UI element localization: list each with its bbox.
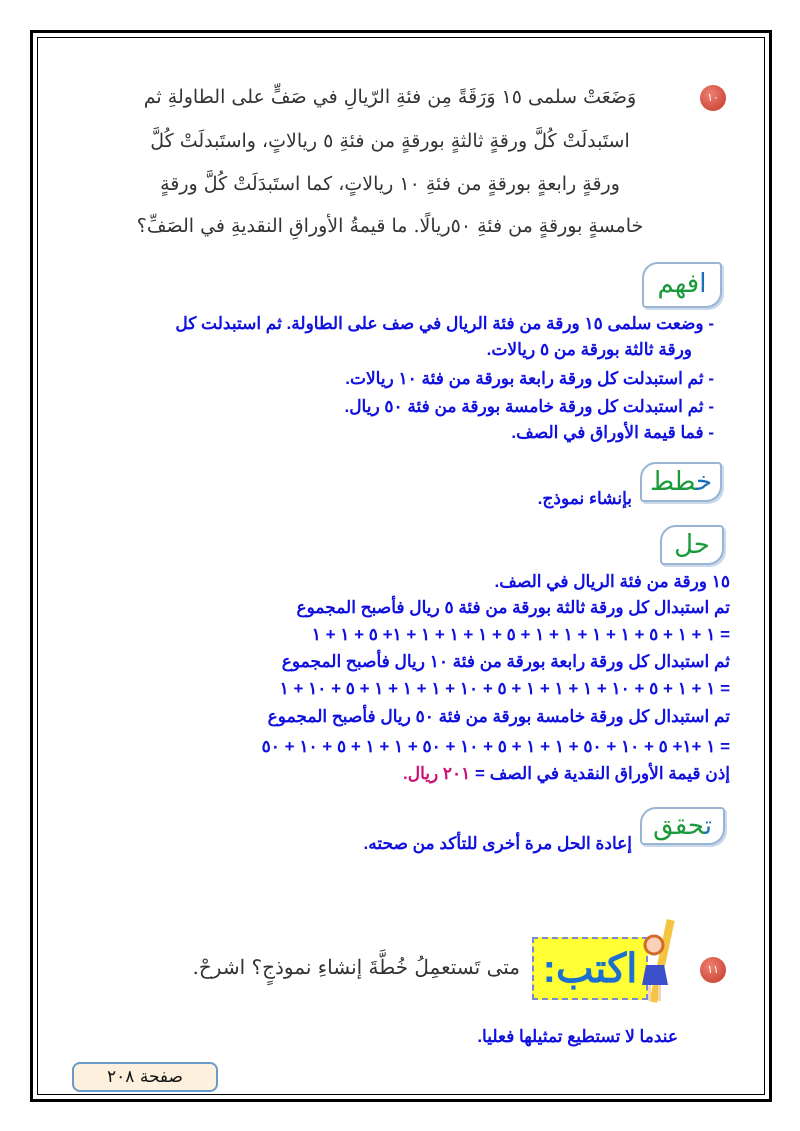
solve-line: = ١ + ١ + ٥ + ١ + ١ + ١ + ١ + ٥ + ١ + ١ + ١ + ١+ ٥ + ١ + ١ — [311, 625, 730, 644]
understand-line: - ثم استبدلت كل ورقة خامسة بورقة من فئة ٥٠ ريال. — [344, 397, 714, 416]
problem-line: استَبدلَتْ كُلَّ ورقةٍ ثالثةٍ بورقةٍ من فئةِ ٥ ريالاتٍ، واستَبدلَتْ كُلَّ — [150, 130, 630, 152]
conclusion-value: ٢٠١ ريال. — [403, 764, 471, 783]
solve-tag: حل — [660, 525, 724, 565]
check-tag — [640, 807, 725, 845]
page-number: صفحة ٢٠٨ — [72, 1062, 218, 1092]
solve-line: ١٥ ورقة من فئة الريال في الصف. — [494, 572, 730, 591]
solve-line: = ١ +١+ ٥ + ١٠ + ٥٠ + ١ + ١ + ٥ + ١٠ + ٥٠ + ١ + ١ + ٥ + ١٠ + ٥٠ — [261, 737, 730, 756]
tag-prefix: ا — [699, 269, 707, 299]
tag-rest: حقق — [653, 811, 705, 841]
solve-conclusion — [403, 764, 730, 784]
understand-line: ورقة ثالثة بورقة من ٥ ريالات. — [486, 340, 692, 359]
girl-with-pencil-icon — [640, 915, 680, 1007]
plan-text: بإنشاء نموذج. — [537, 489, 632, 508]
solve-line: ثم استبدال كل ورقة رابعة بورقة من فئة ١٠ ريال فأصبح المجموع — [281, 652, 730, 671]
write-number-badge: ١١ — [700, 957, 726, 983]
write-answer: عندما لا تستطيع تمثيلها فعليا. — [477, 1027, 678, 1046]
problem-number-badge: ١٠ — [700, 85, 726, 111]
understand-line: - وضعت سلمى ١٥ ورقة من فئة الريال في صف على الطاولة. ثم استبدلت كل — [175, 314, 714, 333]
understand-tag — [642, 262, 722, 308]
plan-tag — [640, 462, 722, 502]
tag-prefix: ت — [704, 811, 712, 841]
problem-line: وَضَعَتْ سلمى ١٥ وَرَقَةً مِن فئةِ الرّيالِ في صَفٍّ على الطاولةِ ثم — [143, 86, 637, 108]
tag-rest: فهم — [657, 269, 700, 299]
conclusion-text: إذن قيمة الأوراق النقدية في الصف = — [470, 764, 730, 783]
solve-line: تم استبدال كل ورقة خامسة بورقة من فئة ٥٠ ريال فأصبح المجموع — [267, 707, 730, 726]
tag-prefix: خ — [695, 467, 713, 497]
solve-line: = ١ + ١ + ٥ + ١٠ + ١ + ١ + ١ + ٥ + ١٠ + ١ + ١ + ١ + ٥ + ١٠ + ١ — [279, 679, 730, 698]
tag-rest: طط — [649, 467, 696, 497]
problem-line: ورقةٍ رابعةٍ بورقةٍ من فئةِ ١٠ ريالاتٍ، كما استَبدَلَتْ كُلَّ ورقةٍ — [160, 173, 620, 195]
problem-line: خامسةٍ بورقةٍ من فئةِ ٥٠ريالًا. ما قيمةُ الأوراقِ النقديةِ في الصَفِّ؟ — [136, 215, 644, 237]
write-label: اكتب: — [532, 937, 648, 1000]
understand-line: - فما قيمة الأوراق في الصف. — [511, 423, 714, 442]
solve-line: تم استبدال كل ورقة ثالثة بورقة من فئة ٥ ريال فأصبح المجموع — [296, 598, 730, 617]
understand-line: - ثم استبدلت كل ورقة رابعة بورقة من فئة ١٠ ريالات. — [345, 369, 714, 388]
check-text: إعادة الحل مرة أخرى للتأكد من صحته. — [363, 834, 632, 853]
write-question: متى تَستعمِلُ خُطَّةَ إنشاءِ نموذجٍ؟ اشرحْ. — [192, 955, 520, 979]
